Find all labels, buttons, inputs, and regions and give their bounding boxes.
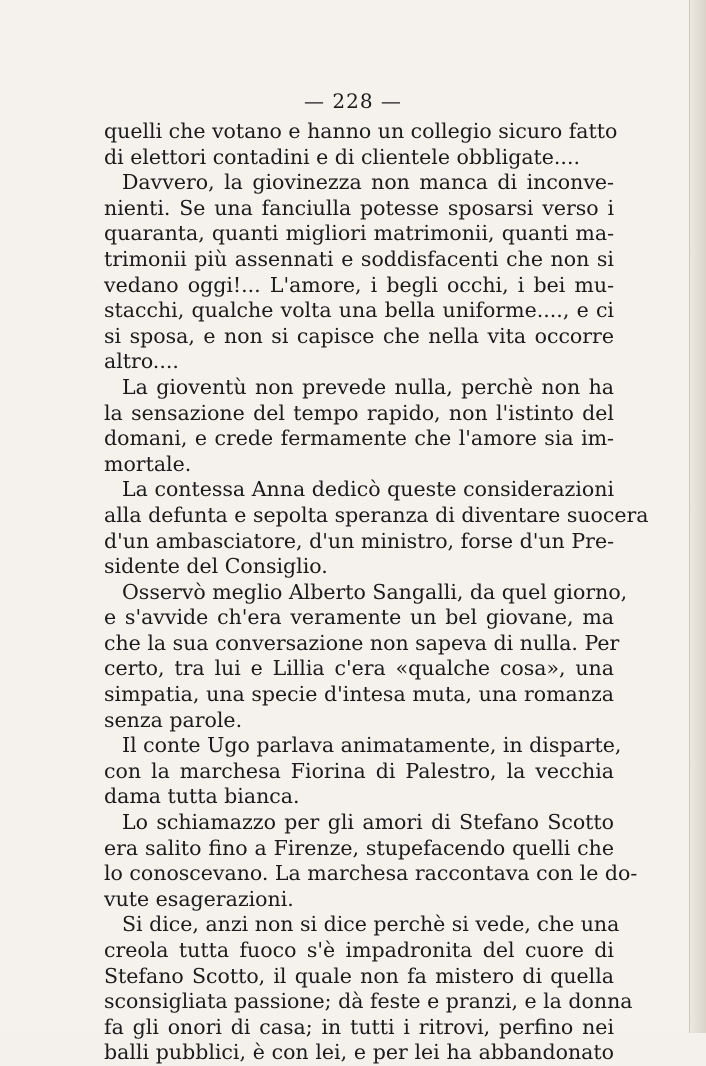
text-line: alla defunta e sepolta speranza di diventare suocera <box>104 502 649 527</box>
text-line: di elettori contadini e di clientele obbligate.... <box>104 144 580 169</box>
text-line: domani, e crede fermamente che l'amore sia im- <box>104 426 614 451</box>
text-line: La contessa Anna dedicò queste considerazioni <box>122 477 614 502</box>
paragraph <box>104 579 628 734</box>
text-line: e s'avvide ch'era veramente un bel giovane, ma <box>104 605 614 630</box>
text-line: La gioventù non prevede nulla, perchè non ha <box>122 374 614 399</box>
page-edge <box>689 0 706 1033</box>
text-line: che la sua conversazione non sapeva di nulla. Per <box>104 630 620 655</box>
text-line: nienti. Se una fanciulla potesse sposarsi verso i <box>104 195 614 220</box>
text-line: sconsigliata passione; dà feste e pranzi, e la donna <box>104 989 633 1014</box>
text-line: vute esagerazioni. <box>104 886 294 911</box>
text-line: trimonii più assennati e soddisfacenti che non si <box>104 246 614 271</box>
text-line: la sensazione del tempo rapido, non l'istinto del <box>104 400 614 425</box>
paragraph <box>104 170 614 375</box>
text-line: altro.... <box>104 349 179 374</box>
text-line: Stefano Scotto, il quale non fa mistero di quella <box>104 963 614 988</box>
text-line: certo, tra lui e Lillia c'era «qualche cosa», una <box>104 656 614 681</box>
text-line: sidente del Consiglio. <box>104 554 328 579</box>
text-line: d'un ambasciatore, d'un ministro, forse d'un Pre- <box>104 528 614 553</box>
text-line: Lo schiamazzo per gli amori di Stefano Scotto <box>122 810 614 835</box>
text-line: dama tutta bianca. <box>104 784 300 809</box>
text-line: quaranta, quanti migliori matrimonii, quanti ma- <box>104 221 614 246</box>
text-line: quelli che votano e hanno un collegio sicuro fatto <box>104 119 618 143</box>
text-line: balli pubblici, è con lei, e per lei ha abbandonato <box>104 1040 614 1065</box>
text-line: Osservò meglio Alberto Sangalli, da quel giorno, <box>122 579 628 604</box>
text-line: stacchi, qualche volta una bella uniforme...., e ci <box>104 298 614 323</box>
text-line: vedano oggi!... L'amore, i begli occhi, i bei mu- <box>104 272 614 297</box>
page-number: — 228 — <box>304 89 402 113</box>
paragraph <box>104 119 618 170</box>
text-line: Davvero, la giovinezza non manca di inconve- <box>122 170 614 195</box>
text-line: era salito fino a Firenze, stupefacendo quelli che <box>104 835 614 860</box>
body-text <box>104 119 649 1066</box>
text-line: Il conte Ugo parlava animatamente, in disparte, <box>122 733 622 758</box>
text-line: con la marchesa Fiorina di Palestro, la vecchia <box>104 758 614 783</box>
text-line: senza parole. <box>104 707 243 732</box>
text-line: simpatia, una specie d'intesa muta, una romanza <box>104 682 614 707</box>
paragraph <box>104 477 649 579</box>
text-line: si sposa, e non si capisce che nella vita occorre <box>104 323 614 348</box>
text-line: lo conoscevano. La marchesa raccontava con le do- <box>104 861 638 886</box>
paragraph <box>104 912 633 1066</box>
paragraph <box>104 733 622 810</box>
text-line: Si dice, anzi non si dice perchè si vede, che una <box>122 912 620 937</box>
text-line: mortale. <box>104 451 192 476</box>
text-line: creola tutta fuoco s'è impadronita del cuore di <box>104 938 614 962</box>
text-line: fa gli onori di casa; in tutti i ritrovi, perfino nei <box>104 1014 614 1039</box>
paragraph <box>104 810 638 912</box>
paragraph <box>104 375 614 477</box>
